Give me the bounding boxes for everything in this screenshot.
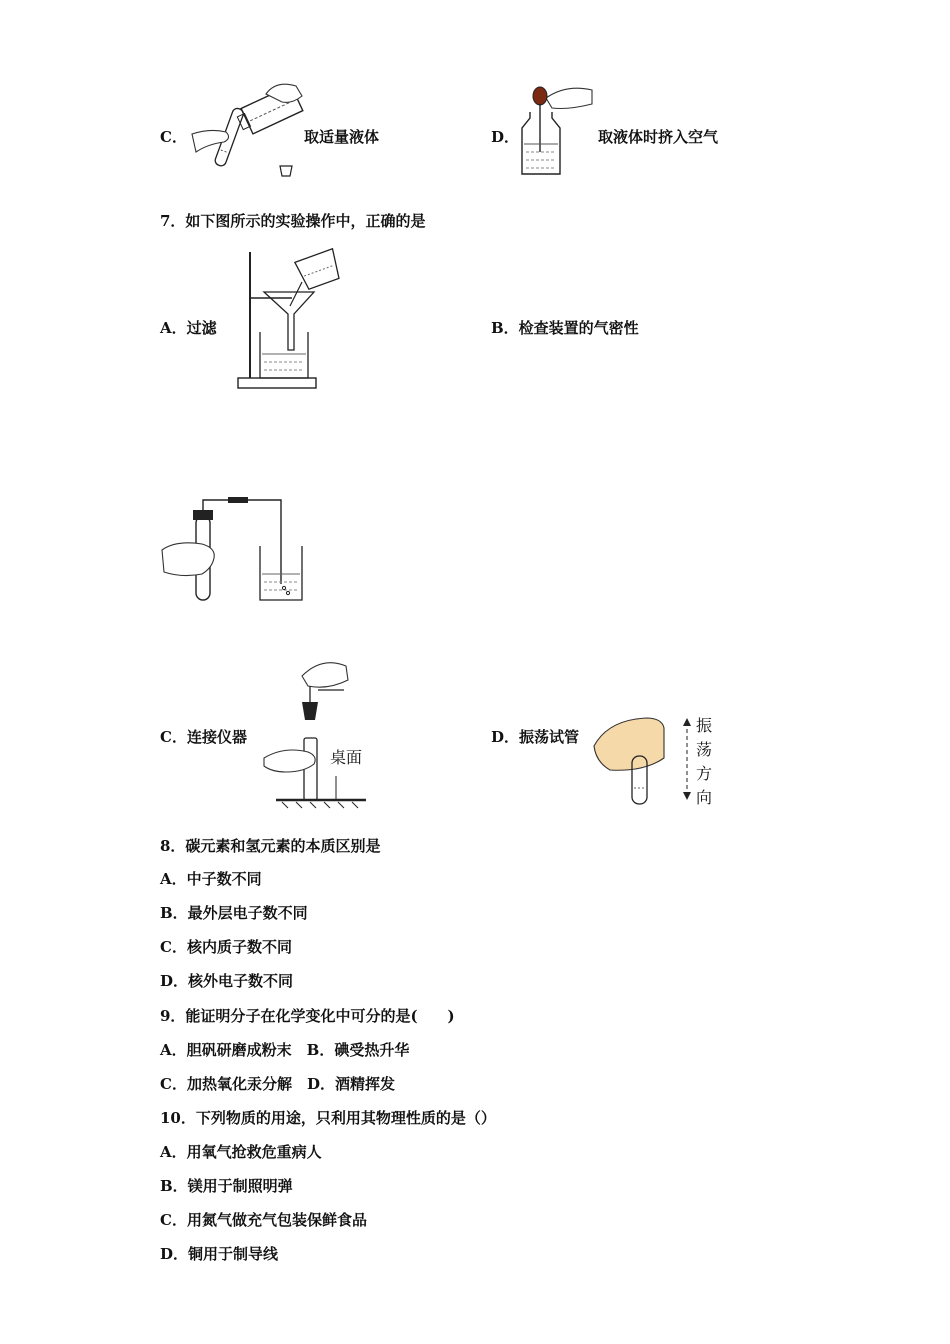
- q7-airtightness-figure: [160, 494, 306, 606]
- q6-dropper-bottle-figure: [518, 82, 598, 178]
- q7-option-c: C．连接仪器: [160, 728, 247, 746]
- q10-option-a: A．用氧气抢救危重病人: [160, 1143, 322, 1161]
- q7-direction-char-4: 向: [696, 788, 713, 807]
- q6-option-c-caption: 取适量液体: [304, 128, 380, 146]
- q7-option-d: D．振荡试管: [491, 728, 580, 746]
- q7-connect-apparatus-figure: [262, 658, 372, 810]
- q7-table-label: 桌面: [330, 748, 363, 767]
- q7-stem: 7．如下图所示的实验操作中，正确的是: [160, 212, 426, 230]
- q10-option-d: D．铜用于制导线: [160, 1245, 279, 1263]
- q7-direction-char-3: 方: [696, 764, 713, 783]
- q6-option-c-letter: C．: [160, 128, 187, 146]
- q6-pouring-liquid-figure: [188, 72, 308, 177]
- q7-direction-char-2: 荡: [696, 740, 713, 759]
- q7-direction-char-1: 振: [696, 716, 713, 735]
- q8-option-c: C．核内质子数不同: [160, 938, 292, 956]
- q10-stem: 10．下列物质的用途，只利用其物理性质的是（）: [160, 1109, 496, 1127]
- q8-option-d: D．核外电子数不同: [160, 972, 294, 990]
- q10-option-c: C．用氮气做充气包装保鲜食品: [160, 1211, 367, 1229]
- q9-stem: 9．能证明分子在化学变化中可分的是( ): [160, 1007, 455, 1025]
- q8-stem: 8．碳元素和氢元素的本质区别是: [160, 837, 381, 855]
- q8-option-a: A．中子数不同: [160, 870, 262, 888]
- q6-option-d-caption: 取液体时挤入空气: [598, 128, 719, 146]
- q7-shaking-tube-figure: [592, 712, 712, 808]
- q7-filtration-figure: [236, 246, 346, 392]
- q6-option-d-letter: D．: [491, 128, 520, 146]
- q9-options-row-1: A．胆矾研磨成粉末 B．碘受热升华: [160, 1041, 410, 1059]
- q7-option-b: B．检查装置的气密性: [491, 319, 639, 337]
- q9-options-row-2: C．加热氧化汞分解 D．酒精挥发: [160, 1075, 395, 1093]
- q8-option-b: B．最外层电子数不同: [160, 904, 308, 922]
- q7-option-a: A．过滤: [160, 319, 217, 337]
- q10-option-b: B．镁用于制照明弹: [160, 1177, 293, 1195]
